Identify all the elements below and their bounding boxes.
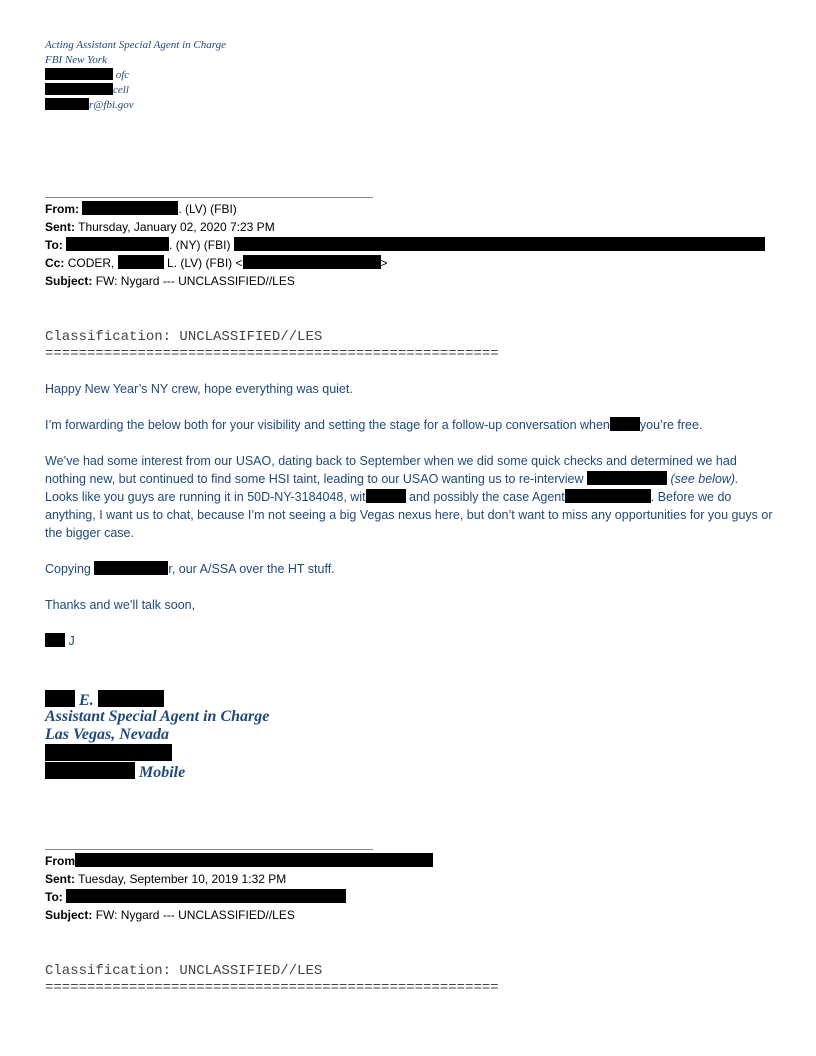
body-paragraph bbox=[45, 632, 775, 650]
ofc-label: ofc bbox=[115, 69, 130, 81]
body-text: you’re free. bbox=[639, 418, 703, 432]
redaction bbox=[98, 690, 164, 707]
redaction bbox=[45, 690, 75, 707]
email-header bbox=[45, 852, 433, 924]
from-row bbox=[45, 852, 433, 870]
header-divider bbox=[45, 849, 373, 850]
signature-mobile bbox=[45, 762, 269, 780]
subject-label: Subject: bbox=[45, 908, 93, 922]
cc-label: Cc: bbox=[45, 256, 65, 270]
redaction bbox=[94, 561, 168, 575]
signature-office: FBI New York bbox=[45, 54, 107, 66]
sent-label: Sent: bbox=[45, 872, 75, 886]
email-suffix: r@fbi.gov bbox=[89, 99, 134, 111]
signature-top bbox=[45, 38, 226, 113]
classification-separator: ====================================================== bbox=[45, 980, 499, 996]
body-paragraph: Happy New Year’s NY crew, hope everything was quiet. bbox=[45, 382, 353, 396]
classification-separator: ====================================================== bbox=[45, 346, 499, 362]
redaction bbox=[66, 889, 346, 903]
from-row bbox=[45, 200, 765, 218]
cc-value: L. (LV) (FBI) < bbox=[167, 256, 243, 270]
to-value: . (NY) (FBI) bbox=[169, 238, 231, 252]
body-text: J bbox=[68, 634, 75, 648]
signature-name bbox=[45, 690, 269, 708]
cc-row bbox=[45, 254, 765, 272]
body-paragraph bbox=[45, 416, 775, 434]
redaction bbox=[45, 68, 113, 80]
subject-row bbox=[45, 272, 765, 290]
redaction bbox=[118, 255, 164, 269]
redaction bbox=[45, 98, 89, 110]
signature-initial: E. bbox=[79, 692, 94, 709]
cell-label: cell bbox=[113, 84, 129, 96]
mobile-label: Mobile bbox=[139, 764, 186, 781]
redaction bbox=[75, 853, 433, 867]
redaction bbox=[610, 417, 640, 431]
header-divider bbox=[45, 197, 373, 198]
body-text: I’m forwarding the below both for your visibility and setting the stage for a follow-up conversation when bbox=[45, 418, 610, 432]
sent-label: Sent: bbox=[45, 220, 75, 234]
redaction bbox=[243, 255, 381, 269]
redaction bbox=[587, 471, 667, 485]
sent-value: Tuesday, September 10, 2019 1:32 PM bbox=[78, 872, 287, 886]
body-text: Looks like you guys are running it in 50D-NY-3184048, wit bbox=[45, 490, 366, 504]
signature-title: Acting Assistant Special Agent in Charge bbox=[45, 39, 226, 51]
body-paragraph: Thanks and we’ll talk soon, bbox=[45, 598, 196, 612]
signature-title: Assistant Special Agent in Charge bbox=[45, 708, 270, 725]
from-value: . (LV) (FBI) bbox=[178, 202, 237, 216]
sent-row bbox=[45, 218, 765, 236]
body-text: Copying bbox=[45, 562, 91, 576]
body-text: and possibly the case Agent bbox=[409, 490, 565, 504]
body-text: Before we do anything, I want us to chat, because I’m not seeing a big Vegas nexus here, but don’t want to miss any opportunities for you guys or the bigger case. bbox=[45, 490, 773, 540]
redaction bbox=[66, 237, 169, 251]
redaction bbox=[565, 489, 651, 503]
redaction bbox=[45, 633, 65, 647]
body-paragraph bbox=[45, 452, 775, 542]
body-text: r, our A/SSA over the HT stuff. bbox=[168, 562, 335, 576]
subject-label: Subject: bbox=[45, 274, 93, 288]
signature-office-phone bbox=[45, 68, 226, 83]
signature-location: Las Vegas, Nevada bbox=[45, 726, 169, 743]
body-text: . bbox=[650, 490, 655, 504]
redaction bbox=[82, 201, 178, 215]
from-label: From bbox=[45, 854, 75, 868]
classification-banner: Classification: UNCLASSIFIED//LES bbox=[45, 963, 323, 979]
signature-bottom bbox=[45, 690, 269, 780]
redaction bbox=[366, 489, 406, 503]
body-italic-text: (see below). bbox=[670, 472, 739, 486]
redaction bbox=[45, 744, 172, 761]
signature-cell-phone bbox=[45, 83, 226, 98]
sent-value: Thursday, January 02, 2020 7:23 PM bbox=[78, 220, 275, 234]
email-header bbox=[45, 200, 765, 290]
signature-email bbox=[45, 98, 226, 113]
subject-row bbox=[45, 906, 433, 924]
email-body bbox=[45, 380, 775, 650]
cc-value: > bbox=[380, 256, 388, 270]
signature-phone bbox=[45, 744, 269, 762]
to-row bbox=[45, 236, 765, 254]
body-paragraph bbox=[45, 560, 775, 578]
sent-row bbox=[45, 870, 433, 888]
subject-value: FW: Nygard --- UNCLASSIFIED//LES bbox=[95, 274, 295, 288]
to-label: To: bbox=[45, 890, 63, 904]
from-label: From: bbox=[45, 202, 79, 216]
classification-banner: Classification: UNCLASSIFIED//LES bbox=[45, 329, 323, 345]
redaction bbox=[234, 237, 765, 251]
to-label: To: bbox=[45, 238, 63, 252]
subject-value: FW: Nygard --- UNCLASSIFIED//LES bbox=[95, 908, 295, 922]
to-row bbox=[45, 888, 433, 906]
body-text: We’ve had some interest from our USAO, dating back to September when we did some quick checks and determined we had nothing new, but continued to find some HSI taint, leading to our USAO wanting us to re-interview bbox=[45, 454, 737, 486]
redaction bbox=[45, 762, 135, 779]
redaction bbox=[45, 83, 113, 95]
cc-value: CODER, bbox=[67, 256, 115, 270]
